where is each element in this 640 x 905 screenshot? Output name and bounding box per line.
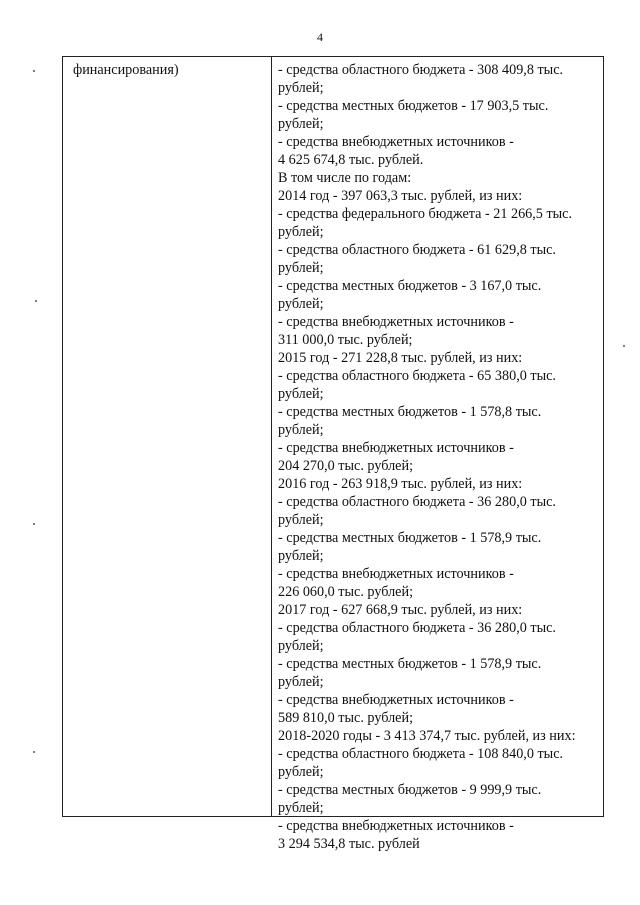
table-text-line: рублей; — [278, 224, 324, 240]
table-text-line: 226 060,0 тыс. рублей; — [278, 584, 414, 600]
table-text-line: рублей; — [278, 512, 324, 528]
table-text-line: - средства внебюджетных источников - — [278, 440, 514, 456]
table-text-line: - средства областного бюджета - 108 840,0 тыс. — [278, 746, 564, 762]
table-text-line: рублей; — [278, 386, 324, 402]
table-text-line: - средства местных бюджетов - 9 999,9 тыс. — [278, 782, 542, 798]
table-text-line: - средства областного бюджета - 61 629,8 тыс. — [278, 242, 556, 258]
scan-speck — [623, 345, 625, 347]
table-text-line: рублей; — [278, 674, 324, 690]
table-text-line: - средства местных бюджетов - 1 578,9 тыс. — [278, 530, 542, 546]
table-text-line: - средства внебюджетных источников - — [278, 134, 514, 150]
table-text-line: - средства внебюджетных источников - — [278, 566, 514, 582]
table-text-line: - средства внебюджетных источников - — [278, 818, 514, 834]
table-text-line: В том числе по годам: — [278, 170, 412, 186]
table-text-line: - средства областного бюджета - 65 380,0 тыс. — [278, 368, 556, 384]
table-text-line: рублей; — [278, 800, 324, 816]
table-text-line: 4 625 674,8 тыс. рублей. — [278, 152, 424, 168]
table-text-line: - средства местных бюджетов - 1 578,9 тыс. — [278, 656, 542, 672]
table-text-line: рублей; — [278, 764, 324, 780]
table-text-line: - средства областного бюджета - 308 409,8 тыс. — [278, 62, 564, 78]
scan-speck — [33, 523, 35, 525]
table-text-line: - средства областного бюджета - 36 280,0 тыс. — [278, 494, 556, 510]
table-text-line: рублей; — [278, 296, 324, 312]
table-left-cell — [63, 57, 272, 816]
page-number: 4 — [317, 30, 323, 44]
table-text-line: 204 270,0 тыс. рублей; — [278, 458, 414, 474]
table-text-line: 311 000,0 тыс. рублей; — [278, 332, 413, 348]
table-text-line: - средства местных бюджетов - 1 578,8 тыс. — [278, 404, 542, 420]
left-cell-text: финансирования) — [73, 62, 179, 78]
table-right-cell — [272, 57, 603, 852]
table-text-line: рублей; — [278, 80, 324, 96]
table-text-line: - средства областного бюджета - 36 280,0 тыс. — [278, 620, 556, 636]
table-text-line: 2014 год - 397 063,3 тыс. рублей, из них: — [278, 188, 523, 204]
table-text-line: 2017 год - 627 668,9 тыс. рублей, из них: — [278, 602, 523, 618]
table-text-line: рублей; — [278, 422, 324, 438]
scan-speck — [35, 300, 37, 302]
table-text-line: 2016 год - 263 918,9 тыс. рублей, из них: — [278, 476, 523, 492]
table-text-line: - средства местных бюджетов - 17 903,5 тыс. — [278, 98, 549, 114]
table-text-line: - средства федерального бюджета - 21 266,5 тыс. — [278, 206, 573, 222]
table-text-line: 3 294 534,8 тыс. рублей — [278, 836, 420, 852]
table-text-line: - средства местных бюджетов - 3 167,0 тыс. — [278, 278, 542, 294]
table-text-line: - средства внебюджетных источников - — [278, 692, 514, 708]
table-text-line: рублей; — [278, 638, 324, 654]
scan-speck — [33, 70, 35, 72]
table-text-line: рублей; — [278, 116, 324, 132]
table-text-line: 589 810,0 тыс. рублей; — [278, 710, 414, 726]
table-text-line: - средства внебюджетных источников - — [278, 314, 514, 330]
table-text-line: 2015 год - 271 228,8 тыс. рублей, из них: — [278, 350, 523, 366]
financing-table — [62, 56, 604, 852]
scan-speck — [33, 751, 35, 753]
table-text-line: 2018-2020 годы - 3 413 374,7 тыс. рублей, из них: — [278, 728, 576, 744]
table-text-line: рублей; — [278, 260, 324, 276]
table-text-line: рублей; — [278, 548, 324, 564]
